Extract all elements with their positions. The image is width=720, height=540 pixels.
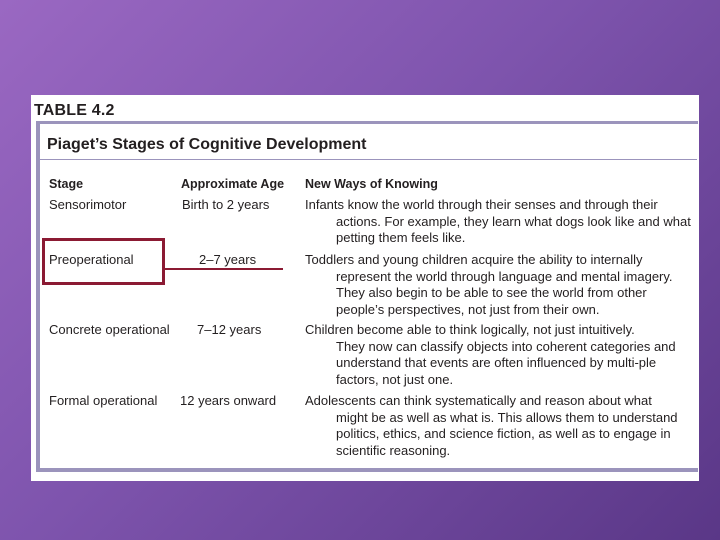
description-cell [305,197,691,247]
highlight-underline [162,268,283,270]
description-continuation: They now can classify objects into coherent categories and understand that events are often influenced by multi-ple factors, not just one. [336,338,676,387]
description-cell [305,393,691,459]
table-title: Piaget’s Stages of Cognitive Development [47,136,367,153]
table-number: TABLE 4.2 [34,102,115,119]
highlight-box [42,238,165,285]
age-cell: 2–7 years [199,252,257,267]
stage-cell: Formal operational [49,393,158,408]
header-approximate-age: Approximate Age [181,177,285,191]
description-first-line: Infants know the world through their senses and through their [305,197,658,212]
table-card [31,95,699,481]
title-divider [40,159,697,160]
age-cell: 12 years onward [180,393,277,408]
age-cell: Birth to 2 years [182,197,270,212]
age-cell: 7–12 years [197,322,262,337]
description-first-line: Toddlers and young children acquire the ability to internally [305,252,643,267]
header-stage: Stage [49,177,84,191]
header-new-ways-of-knowing: New Ways of Knowing [305,177,438,191]
description-cell [305,322,691,388]
stage-cell: Preoperational [49,252,134,267]
description-continuation: represent the world through language and mental imagery. They also begin to be able to see the world from other people’s perspectives, not just from their own. [336,268,673,317]
stage-cell: Concrete operational [49,322,170,337]
description-cell [305,252,691,318]
description-continuation: actions. For example, they learn what dogs look like and what petting them feels like. [336,213,691,245]
stage-cell: Sensorimotor [49,197,127,212]
description-first-line: Adolescents can think systematically and reason about what [305,393,652,408]
description-continuation: might be as well as what is. This allows them to understand politics, ethics, and science fiction, as well as to engage in scientific reasoning. [336,409,678,458]
description-first-line: Children become able to think logically, not just intuitively. [305,322,635,337]
